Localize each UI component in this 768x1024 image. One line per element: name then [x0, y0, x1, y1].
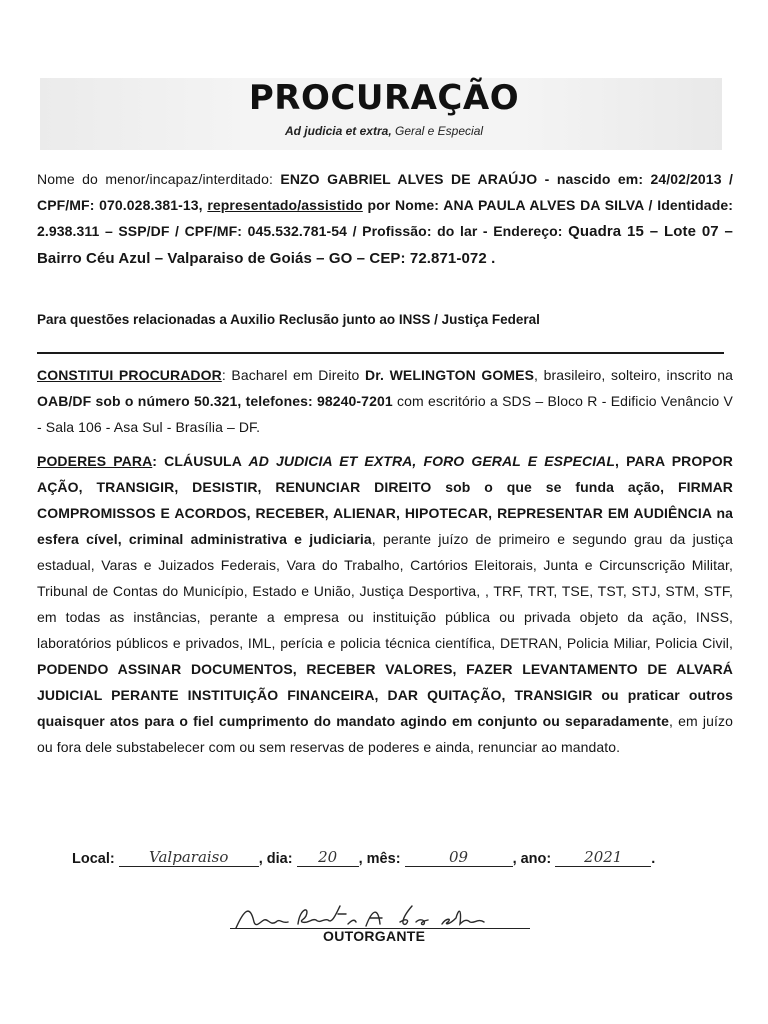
- grantor-paragraph: [37, 166, 733, 272]
- grantor-signature-label: OUTORGANTE: [323, 928, 426, 944]
- place-date-line: [72, 848, 712, 874]
- local-value: Valparaiso: [119, 848, 259, 867]
- attorney-paragraph: [37, 362, 733, 440]
- powers-label: PODERES PARA: [37, 453, 153, 469]
- purpose-line: Para questões relacionadas a Auxilio Reclusão junto ao INSS / Justiça Federal: [37, 312, 540, 327]
- powers-closing: , em juízo ou fora dele substabelecer com ou sem reservas de poderes e ainda, renunciar ao mandato.: [37, 713, 733, 755]
- mes-value: 09: [405, 848, 513, 867]
- subtitle-bold: Ad judicia et extra,: [284, 124, 392, 138]
- attorney-address: com escritório a SDS – Bloco R - Edificio Venâncio V - Sala 106 - Asa Sul - Brasília – DF.: [37, 393, 733, 435]
- represented-label: representado/assistido: [207, 197, 363, 213]
- section-divider: [37, 352, 724, 354]
- attorney-label: CONSTITUI PROCURADOR: [37, 367, 222, 383]
- dia-label: , dia:: [258, 851, 293, 867]
- document-subtitle: [0, 124, 768, 138]
- local-label: Local:: [72, 851, 115, 867]
- date-end: .: [651, 851, 656, 867]
- dia-value: 20: [297, 848, 359, 867]
- address: Quadra 15 – Lote 07 – Bairro Céu Azul – Valparaiso de Goiás – GO – CEP: 72.871-072 .: [37, 223, 733, 267]
- attorney-oab: OAB/DF sob o número 50.321, telefones: 98240-7201: [37, 393, 393, 409]
- attorney-title: : Bacharel em Direito: [221, 367, 366, 383]
- powers-extra: PODENDO ASSINAR DOCUMENTOS, RECEBER VALORES, FAZER LEVANTAMENTO DE ALVARÁ JUDICIAL PERANTE INSTITUIÇÃO FINANCEIRA, DAR QUITAÇÃO, TRANSIGIR ou praticar outros quaisquer atos para o fiel cumprimento do mandato agindo em conjunto ou separadamente: [37, 661, 733, 729]
- attorney-details: , brasileiro, solteiro, inscrito na: [534, 367, 733, 383]
- powers-paragraph: [37, 448, 733, 760]
- powers-clause: : CLÁUSULA: [152, 453, 249, 469]
- powers-clause-italic: AD JUDICIA ET EXTRA, FORO GERAL E ESPECIAL: [248, 453, 616, 469]
- guardian-details: por Nome: ANA PAULA ALVES DA SILVA / Identidade: 2.938.311 – SSP/DF / CPF/MF: 045.532.781-54 / Profissão: do lar - Endereço:: [37, 197, 733, 239]
- signature-block: [230, 900, 535, 946]
- attorney-name: Dr. WELINGTON GOMES: [365, 367, 535, 383]
- mes-label: , mês:: [358, 851, 401, 867]
- minor-details: - nascido em: 24/02/2013 / CPF/MF: 070.028.381-13,: [37, 171, 733, 213]
- powers-scope: , perante juízo de primeiro e segundo grau da justiça estadual, Varas e Juizados Federais, Vara do Trabalho, Cartórios Eleitorais, Junta e Circunscrição Militar, Tribunal de Contas do Município, Estado e União, Justiça Desportiva, , TRF, TRT, TSE, TST, STJ, STM, STF, em todas as instâncias, perante a empresa ou instituição pública ou privada objeto da ação, INSS, laboratórios públicos e privados, IML, perícia e policia técnica científica, DETRAN, Policia Miliar, Policia Civil,: [37, 531, 733, 651]
- grantor-label: Nome do menor/incapaz/interditado:: [37, 171, 281, 187]
- document-title: PROCURAÇÃO: [248, 78, 520, 118]
- subtitle-light: Geral e Especial: [391, 124, 484, 138]
- ano-value: 2021: [555, 848, 651, 867]
- powers-list: , PARA PROPOR AÇÃO, TRANSIGIR, DESISTIR, RENUNCIAR DIREITO sob o que se funda ação, FIRMAR COMPROMISSOS E ACORDOS, RECEBER, ALIENAR, HIPOTECAR, REPRESENTAR EM AUDIÊNCIA na esfera cível, criminal administrativa e judiciaria: [37, 453, 733, 547]
- minor-name: ENZO GABRIEL ALVES DE ARAÚJO: [280, 171, 538, 187]
- ano-label: , ano:: [512, 851, 552, 867]
